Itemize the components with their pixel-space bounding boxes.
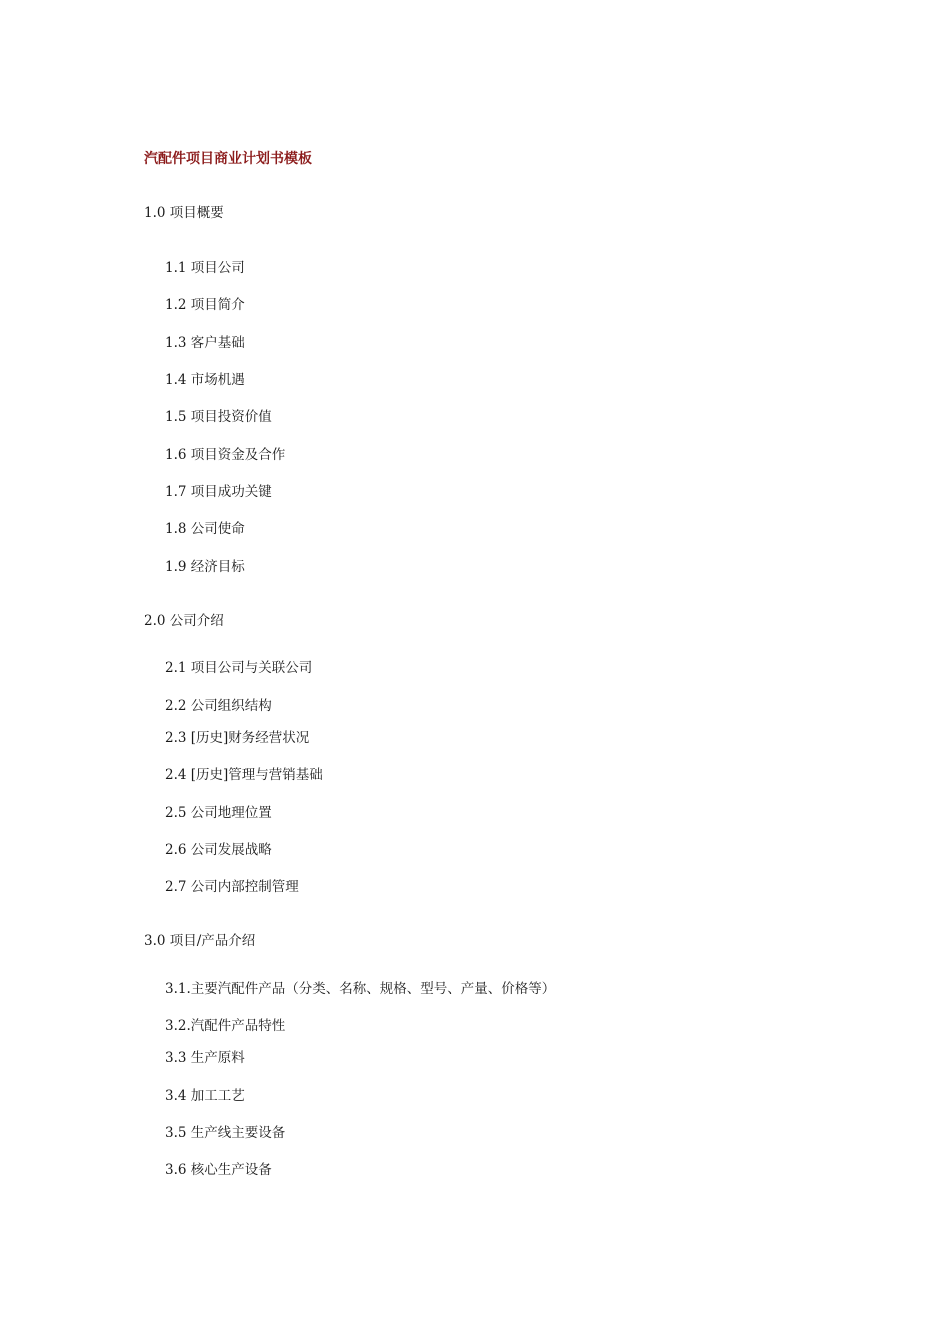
toc-item-1-6: 1.6 项目资金及合作 (165, 447, 286, 463)
toc-item-1-3: 1.3 客户基础 (165, 335, 245, 351)
toc-item-2-7: 2.7 公司内部控制管理 (165, 879, 299, 895)
section-heading-1: 1.0 项目概要 (144, 205, 224, 221)
toc-item-1-2: 1.2 项目简介 (165, 297, 245, 313)
toc-item-3-6: 3.6 核心生产设备 (165, 1162, 272, 1178)
section-heading-3: 3.0 项目/产品介绍 (144, 933, 256, 949)
toc-item-2-3: 2.3 [历史]财务经营状况 (165, 730, 310, 746)
toc-item-2-4: 2.4 [历史]管理与营销基础 (165, 767, 323, 783)
toc-item-1-8: 1.8 公司使命 (165, 521, 245, 537)
toc-item-2-2: 2.2 公司组织结构 (165, 698, 272, 714)
toc-item-3-3: 3.3 生产原料 (165, 1050, 245, 1066)
toc-item-1-1: 1.1 项目公司 (165, 260, 245, 276)
toc-item-3-5: 3.5 生产线主要设备 (165, 1125, 286, 1141)
toc-item-1-4: 1.4 市场机遇 (165, 372, 245, 388)
section-heading-2: 2.0 公司介绍 (144, 613, 224, 629)
toc-item-3-4: 3.4 加工工艺 (165, 1088, 245, 1104)
toc-item-1-5: 1.5 项目投资价值 (165, 409, 272, 425)
toc-item-1-7: 1.7 项目成功关键 (165, 484, 272, 500)
toc-item-2-6: 2.6 公司发展战略 (165, 842, 272, 858)
toc-item-3-1: 3.1.主要汽配件产品（分类、名称、规格、型号、产量、价格等） (165, 981, 556, 997)
toc-item-3-2: 3.2.汽配件产品特性 (165, 1018, 286, 1034)
toc-item-2-1: 2.1 项目公司与关联公司 (165, 660, 313, 676)
toc-item-2-5: 2.5 公司地理位置 (165, 805, 272, 821)
document-title: 汽配件项目商业计划书模板 (144, 151, 312, 167)
toc-item-1-9: 1.9 经济目标 (165, 559, 245, 575)
